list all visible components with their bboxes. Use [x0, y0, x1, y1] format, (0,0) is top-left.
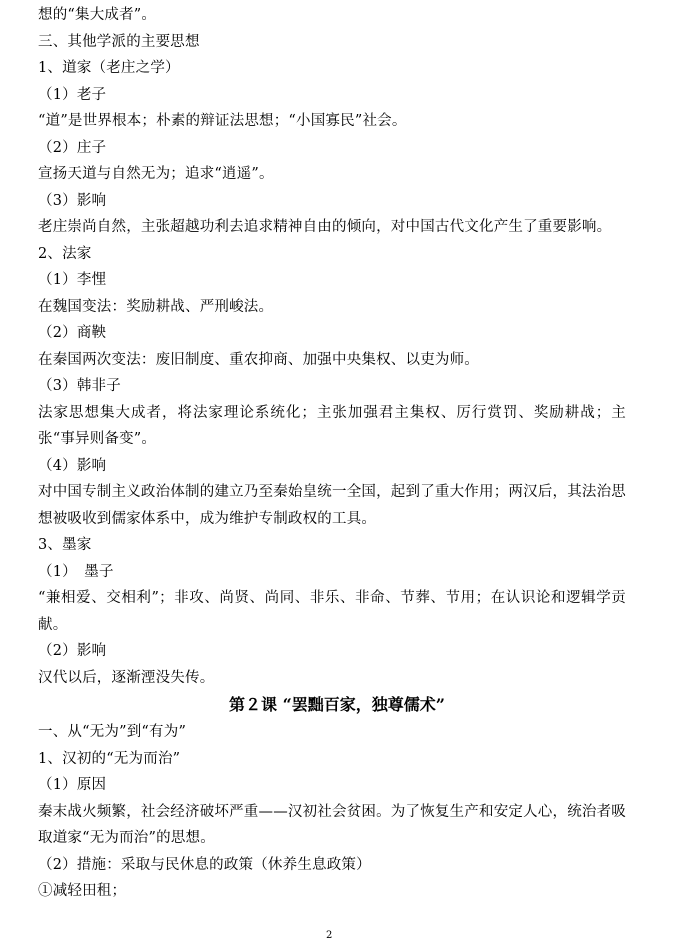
text-line: “道”是世界根本；朴素的辩证法思想；“小国寡民”社会。	[38, 113, 407, 129]
text-line: 想的“集大成者”。	[38, 7, 157, 23]
text-paragraph: 老庄崇尚自然，主张超越功利去追求精神自由的倾向，对中国古代文化产生了重要影响。	[38, 219, 612, 235]
page-number: 2	[326, 930, 333, 941]
item-heading: （3）影响	[38, 192, 107, 209]
text-paragraph: 秦末战火频繁，社会经济破坏严重——汉初社会贫困。为了恢复生产和安定人心，统治者吸取道家“无为而治”的思想。	[38, 803, 626, 846]
section-heading: 一、从“无为”到“有为”	[38, 724, 187, 740]
item-heading: （1）原因	[38, 777, 107, 793]
list-item: ①减轻田租；	[38, 883, 127, 899]
item-heading: （3）韩非子	[38, 378, 121, 394]
item-heading: （1）老子	[38, 86, 107, 103]
item-heading: （2）影响	[38, 643, 107, 659]
item-heading: （2）措施：采取与民休息的政策（休养生息政策）	[38, 856, 371, 873]
subsection-heading: 1、汉初的“无为而治”	[38, 750, 181, 767]
text-paragraph: 法家思想集大成者，将法家理论系统化；主张加强君主集权、厉行赏罚、奖励耕战；主张“事异则备变”。	[38, 404, 626, 447]
lesson-title: 第２课 “罢黜百家，独尊儒术”	[229, 695, 445, 714]
text-line: 汉代以后，逐渐湮没失传。	[38, 669, 215, 686]
section-heading: 三、其他学派的主要思想	[38, 33, 200, 50]
subsection-heading: 2、法家	[38, 245, 92, 262]
item-heading: （2）庄子	[38, 139, 107, 156]
item-heading: （4）影响	[38, 457, 107, 474]
subsection-heading: 1、道家（老庄之学）	[38, 60, 180, 76]
item-heading: （1） 墨子	[38, 563, 114, 580]
item-heading: （1）李悝	[38, 272, 107, 288]
text-line: 宣扬天道与自然无为；追求“逍遥”。	[38, 166, 274, 182]
item-heading: （2）商鞅	[38, 325, 107, 341]
text-paragraph: 对中国专制主义政治体制的建立乃至秦始皇统一全国，起到了重大作用；两汉后，其法治思想被吸收到儒家体系中，成为维护专制政权的工具。	[38, 484, 626, 527]
text-line: 在魏国变法：奖励耕战、严刑峻法。	[38, 298, 274, 315]
subsection-heading: 3、墨家	[38, 537, 92, 553]
text-line: 在秦国两次变法：废旧制度、重农抑商、加强中央集权、以吏为师。	[38, 351, 479, 368]
text-paragraph: “兼相爱、交相利”；非攻、尚贤、尚同、非乐、非命、节葬、节用；在认识论和逻辑学贡献。	[38, 590, 626, 633]
